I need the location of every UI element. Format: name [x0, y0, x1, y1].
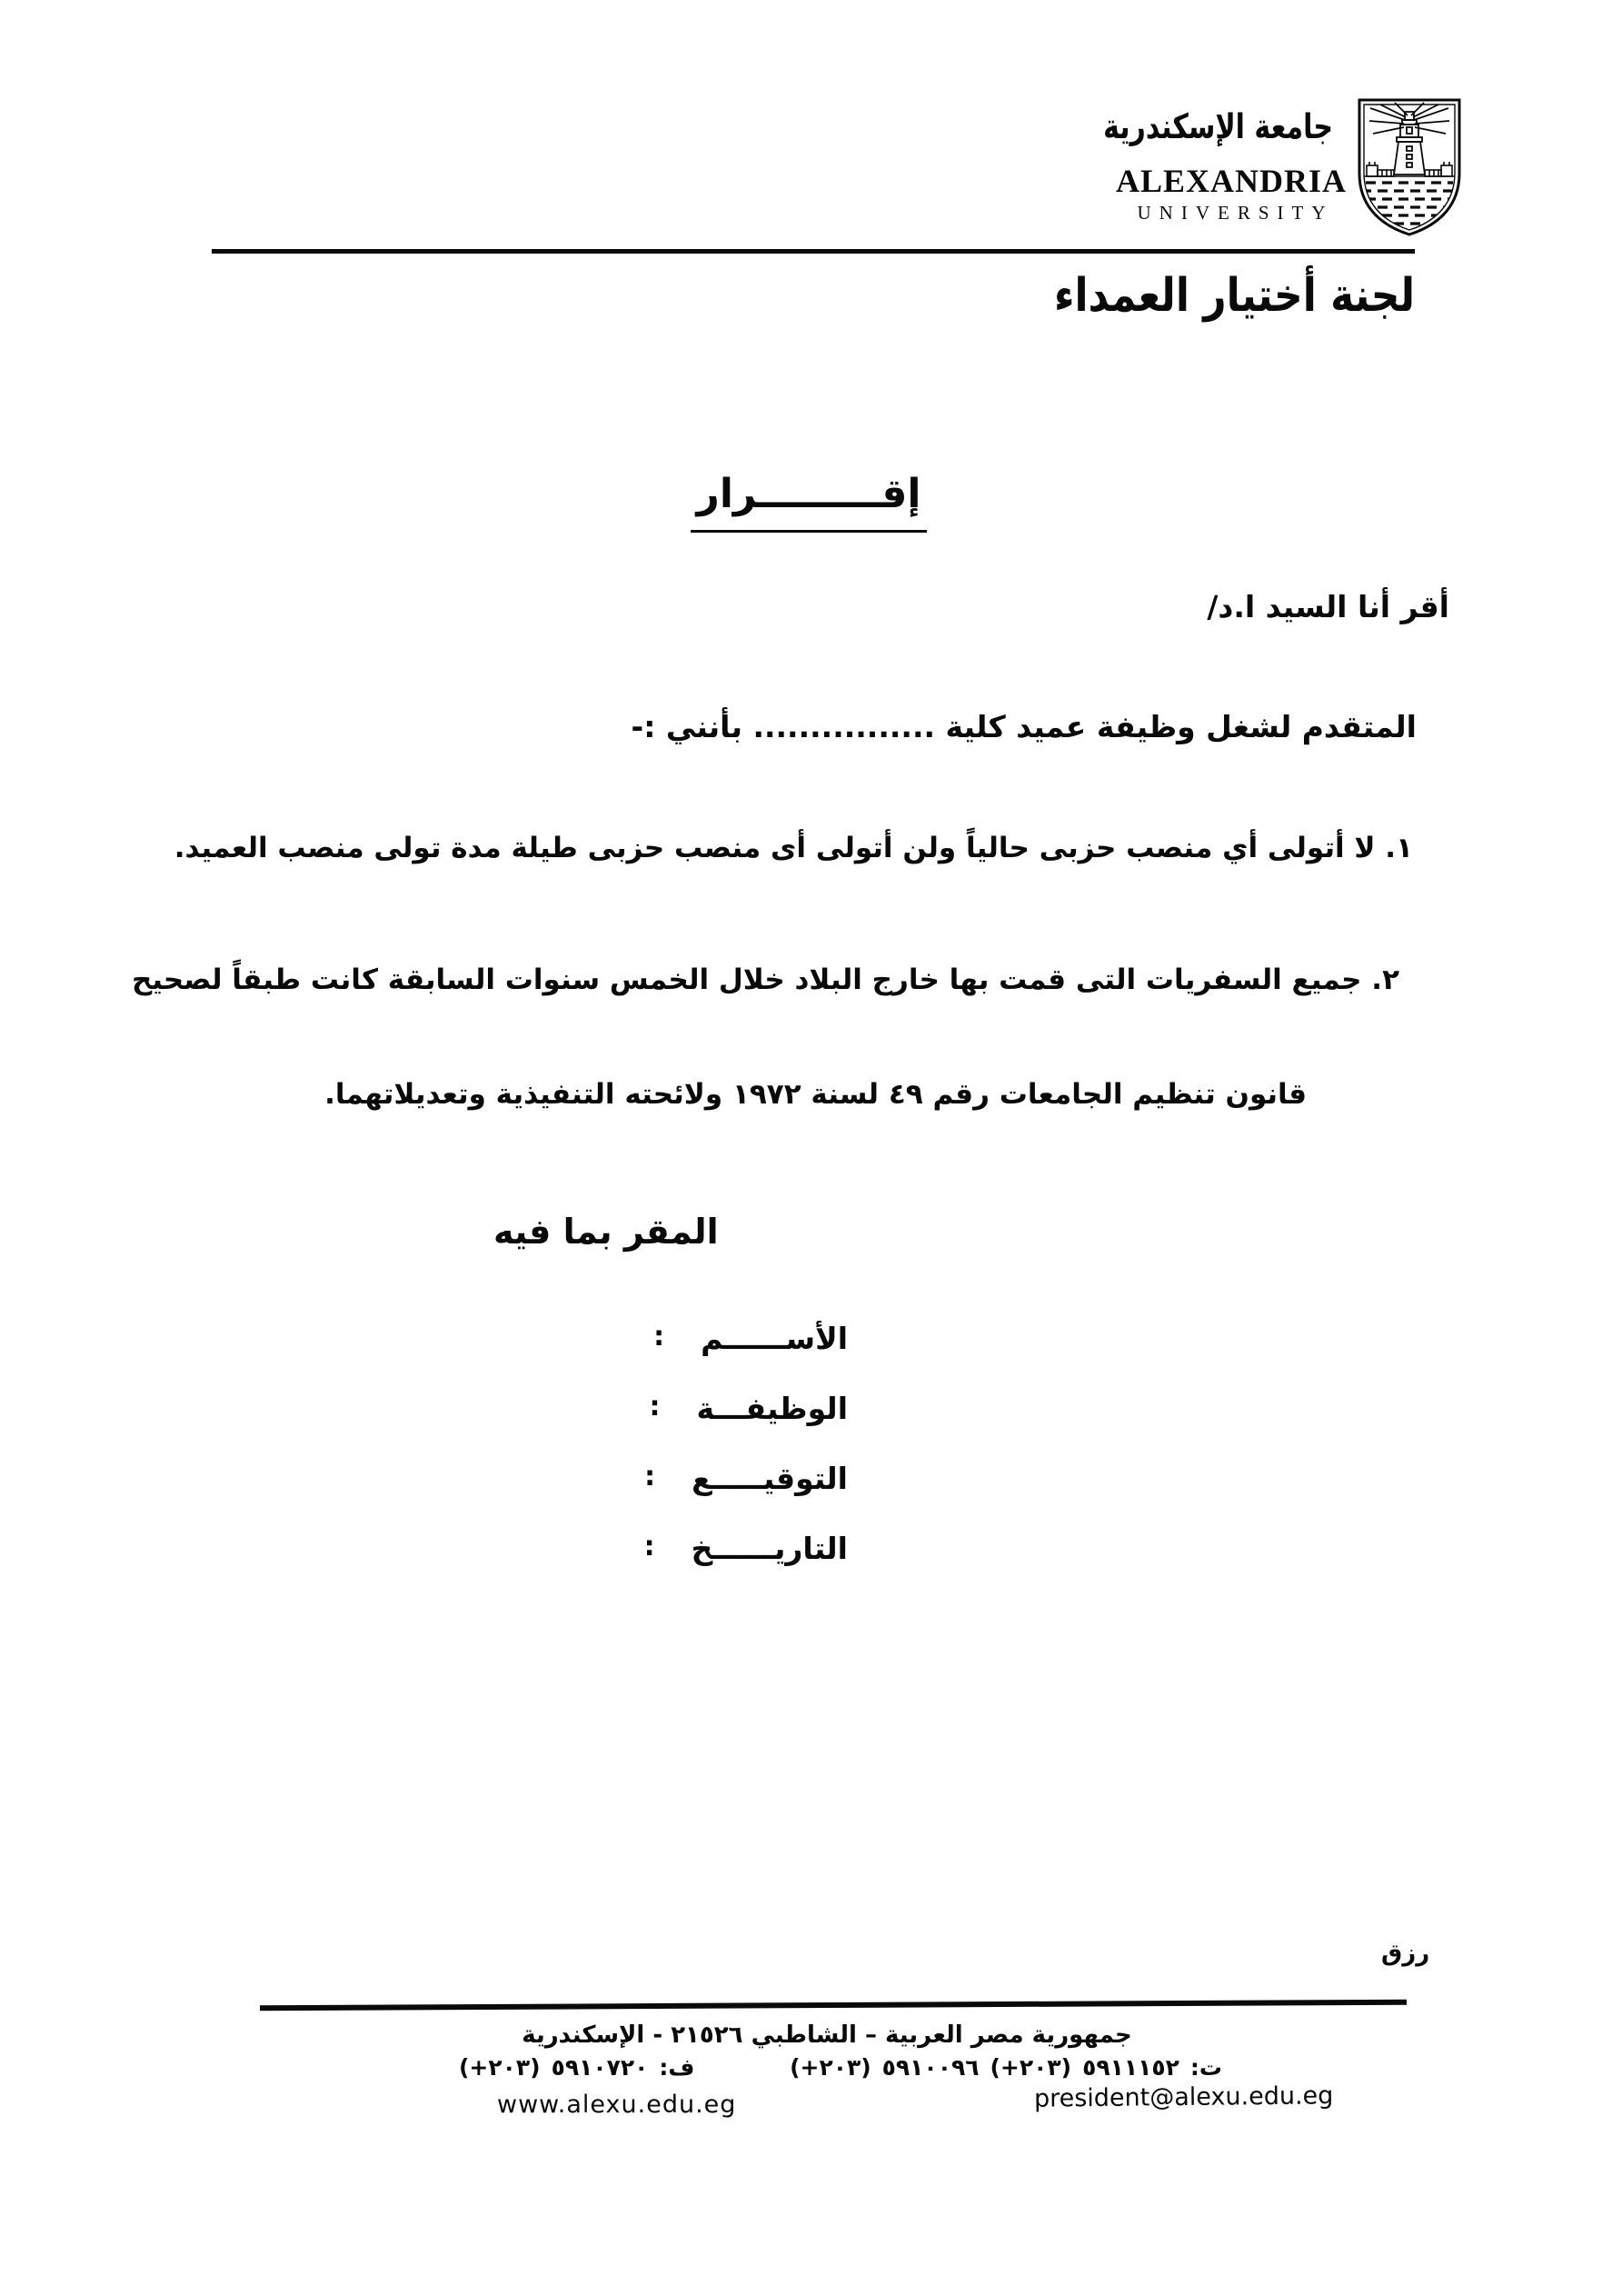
- declaration-item-2-line-1: [132, 963, 1399, 996]
- dean-selection-committee-calligraphy: لجنة أختيار العمداء: [1053, 269, 1415, 323]
- field-row-signature: [644, 1461, 848, 1496]
- footer-divider-line: [260, 2000, 1407, 2011]
- university-name-line2: UNIVERSITY: [1137, 202, 1334, 224]
- field-row-position: [649, 1391, 848, 1426]
- tel-label: ت:: [1189, 2054, 1222, 2081]
- field-row-date: [644, 1531, 848, 1566]
- fax-number-value: ٥٩١٠٧٢٠: [551, 2054, 649, 2081]
- name-field-colon: :: [653, 1321, 665, 1353]
- tel-number-2: ٥٩١٠٠٩٦: [881, 2054, 980, 2081]
- document-title: إقـــــــــرار: [691, 471, 927, 533]
- footer-website-url: www.alexu.edu.eg: [497, 2091, 737, 2119]
- field-row-name: [653, 1321, 848, 1356]
- position-field-colon: :: [649, 1391, 661, 1423]
- fax-label: ف:: [659, 2054, 695, 2081]
- header-divider-line: [212, 249, 1415, 254]
- declarer-heading: المقر بما فيه: [493, 1212, 719, 1252]
- declaration-item-2-line-2: قانون تنظيم الجامعات رقم ٤٩ لسنة ١٩٧٢ ولائحته التنفيذية وتعديلاتهما.: [324, 1078, 1307, 1111]
- item-1-text: لا أتولى أي منصب حزبى حالياً ولن أتولى أى منصب حزبى طيلة مدة تولى منصب العميد.: [174, 832, 1376, 864]
- university-name-line1: ALEXANDRIA: [1116, 163, 1348, 199]
- university-arabic-logotype: جامعة الإسكندرية: [1103, 107, 1333, 147]
- position-field-label: الوظيفـــة: [696, 1391, 848, 1426]
- footer-phone-fax-line: [459, 2054, 1222, 2081]
- applicant-position-line: المتقدم لشغل وظيفة عميد كلية ................ بأنني :-: [631, 709, 1417, 744]
- declarer-intro-line: أقر أنا السيد ا.د/: [1207, 589, 1449, 624]
- item-2-text-line-1: جميع السفريات التى قمت بها خارج البلاد خلال الخمس سنوات السابقة كانت طبقاً لصحيح: [131, 963, 1362, 996]
- footer-president-email: president@alexu.edu.eg: [1033, 2081, 1334, 2113]
- declaration-item-1: [174, 832, 1413, 864]
- item-2-number: ٢.: [1371, 963, 1399, 996]
- date-field-label: التاريــــــخ: [691, 1531, 848, 1566]
- signature-field-colon: :: [644, 1461, 656, 1492]
- date-field-colon: :: [643, 1531, 655, 1562]
- tel-country-code-1: (+٢٠٣): [990, 2054, 1072, 2081]
- name-field-label: الأســــــم: [701, 1321, 848, 1356]
- fax-country-code: (+٢٠٣): [459, 2054, 541, 2081]
- signature-field-label: التوقيـــــع: [692, 1461, 848, 1496]
- tel-country-code-2: (+٢٠٣): [790, 2054, 871, 2081]
- footer-address: جمهورية مصر العربية – الشاطبي ٢١٥٢٦ - الإسكندرية: [522, 2021, 1132, 2049]
- tel-number-1: ٥٩١١١٥٢: [1082, 2054, 1179, 2081]
- item-1-number: ١.: [1385, 832, 1413, 864]
- university-shield-lighthouse-icon: [1352, 96, 1467, 242]
- telephone-numbers: [790, 2054, 1222, 2081]
- typist-initials-annotation: رزق: [1381, 1940, 1430, 1967]
- fax-number: [459, 2054, 694, 2081]
